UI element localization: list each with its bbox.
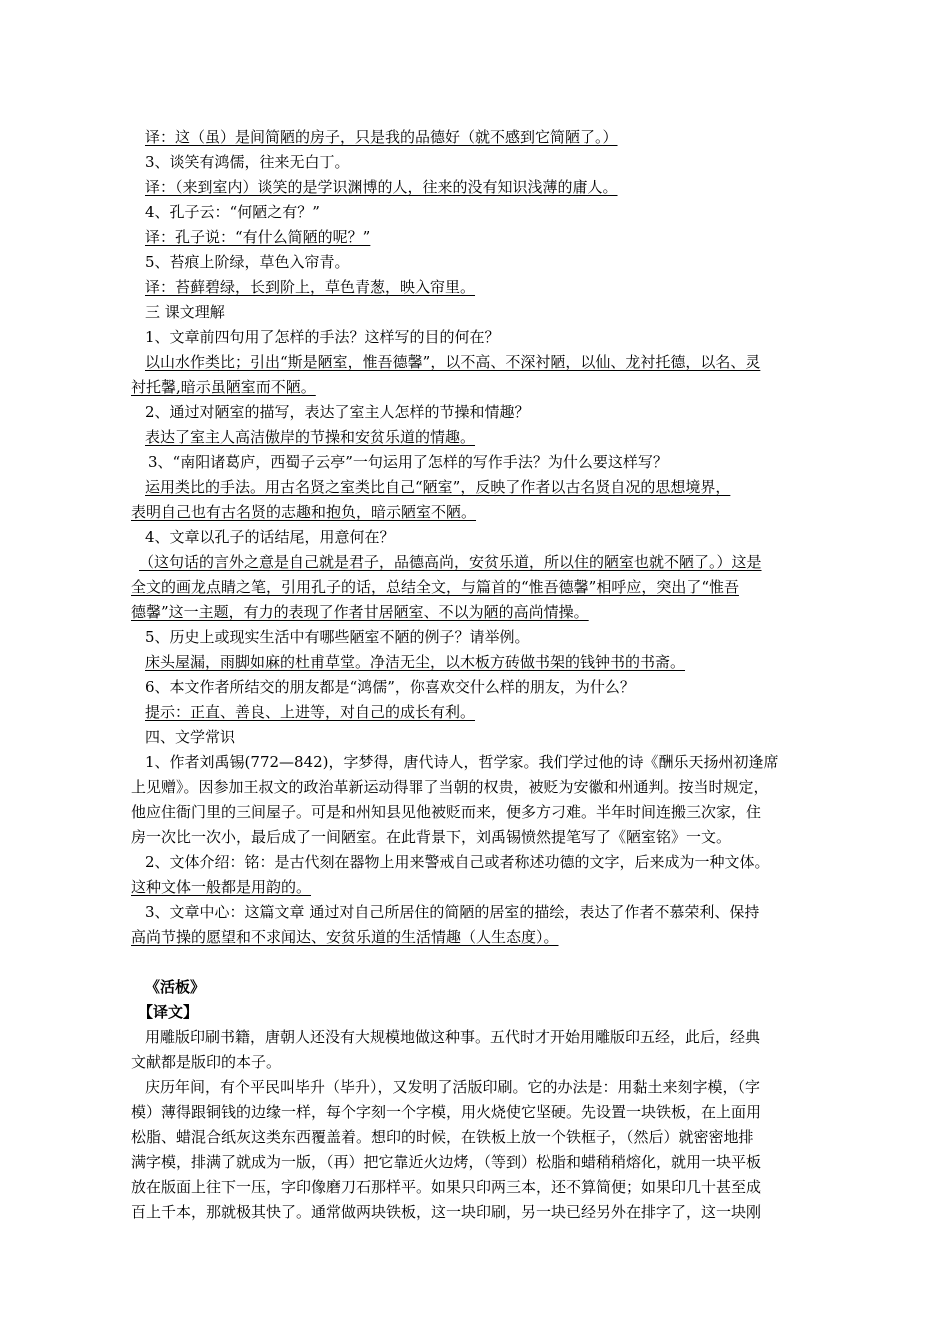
text-line: （这句话的言外之意是自己就是君子，品德高尚，安贫乐道，所以住的陋室也就不陋了。）这是 — [139, 553, 762, 571]
text-line: 6、本文作者所结交的朋友都是“鸿儒”，你喜欢交什么样的朋友，为什么？ — [145, 678, 635, 696]
text-line: 【译文】 — [138, 1003, 199, 1021]
text-line: 以山水作类比；引出“斯是陋室，惟吾德馨”，以不高、不深衬陋，以仙、龙衬托德，以名、灵 — [145, 353, 761, 371]
text-line: 庆历年间，有个平民叫毕升（毕升），又发明了活版印刷。它的办法是：用黏土来刻字模，（字 — [145, 1078, 761, 1096]
text-line: 全文的画龙点睛之笔，引用孔子的话，总结全文，与篇首的“惟吾德馨”相呼应，突出了“惟吾 — [131, 578, 740, 596]
text-line: 房一次比一次小，最后成了一间陋室。在此背景下，刘禹锡愤然提笔写了《陋室铭》一文。 — [131, 828, 732, 846]
text-line: 4、孔子云：“何陋之有？” — [145, 203, 320, 221]
text-line: 百上千本，那就极其快了。通常做两块铁板，这一块印刷，另一块已经另外在排字了，这一块刚 — [131, 1203, 762, 1221]
text-line: 《活板》 — [145, 978, 206, 996]
text-line: 放在版面上往下一压，字印像磨刀石那样平。如果只印两三本，还不算简便；如果印几十甚至成 — [131, 1178, 762, 1196]
text-line: 提示：正直、善良、上进等，对自己的成长有利。 — [145, 703, 476, 721]
text-line: 运用类比的手法。用古名贤之室类比自己“陋室”，反映了作者以古名贤自况的思想境界， — [145, 478, 731, 496]
text-line: 3、“南阳诸葛庐，西蜀子云亭”一句运用了怎样的写作手法？为什么要这样写？ — [148, 453, 668, 471]
text-line: 模）薄得跟铜钱的边缘一样，每个字刻一个字模，用火烧使它坚硬。先设置一块铁板，在上面用 — [131, 1103, 762, 1121]
text-line: 高尚节操的愿望和不求闻达、安贫乐道的生活情趣（人生态度）。 — [131, 928, 559, 946]
text-line: 2、文体介绍：铭：是古代刻在器物上用来警戒自己或者称述功德的文字，后来成为一种文体。 — [145, 853, 770, 871]
text-line: 床头屋漏，雨脚如麻的杜甫草堂。净洁无尘，以木板方砖做书架的钱钟书的书斋。 — [145, 653, 686, 671]
text-line: 衬托馨,暗示虽陋室而不陋。 — [131, 378, 316, 396]
text-line: 1、作者刘禹锡(772—842)，字梦得，唐代诗人，哲学家。我们学过他的诗《酬乐天扬州初逢席 — [145, 753, 779, 771]
text-line: 译：（来到室内）谈笑的是学识渊博的人，往来的没有知识浅薄的庸人。 — [145, 178, 618, 196]
text-line: 松脂、蜡混合纸灰这类东西覆盖着。想印的时候，在铁板上放一个铁框子，（然后）就密密地排 — [131, 1128, 754, 1146]
text-line: 用雕版印刷书籍，唐朝人还没有大规模地做这种事。五代时才开始用雕版印五经，此后，经典 — [145, 1028, 761, 1046]
text-line: 文献都是版印的本子。 — [131, 1053, 282, 1071]
text-line: 3、文章中心：这篇文章 通过对自己所居住的简陋的居室的描绘，表达了作者不慕荣利、保持 — [145, 903, 760, 921]
text-line: 译：孔子说：“有什么简陋的呢？” — [145, 228, 371, 246]
text-line: 3、谈笑有鸿儒，往来无白丁。 — [145, 153, 350, 171]
text-line: 这种文体一般都是用韵的。 — [131, 878, 312, 896]
text-line: 德馨”这一主题，有力的表现了作者甘居陋室、不以为陋的高尚情操。 — [131, 603, 589, 621]
text-line: 表达了室主人高洁傲岸的节操和安贫乐道的情趣。 — [145, 428, 476, 446]
text-line: 2、通过对陋室的描写，表达了室主人怎样的节操和情趣？ — [145, 403, 530, 421]
text-line: 表明自己也有古名贤的志趣和抱负，暗示陋室不陋。 — [131, 503, 477, 521]
text-line: 译：这（虽）是间简陋的房子，只是我的品德好（就不感到它简陋了。） — [145, 128, 618, 146]
text-line: 他应住衙门里的三间屋子。可是和州知县见他被贬而来，便多方刁难。半年时间连搬三次家，住 — [131, 803, 762, 821]
text-line: 三 课文理解 — [145, 303, 225, 321]
text-line: 上见赠》。因参加王叔文的政治革新运动得罪了当朝的权贵，被贬为安徽和州通判。按当时规定， — [131, 778, 769, 796]
text-line: 5、苔痕上阶绿，草色入帘青。 — [145, 253, 350, 271]
text-line: 1、文章前四句用了怎样的手法？这样写的目的何在？ — [145, 328, 500, 346]
text-line: 满字模，排满了就成为一版，（再）把它靠近火边烤，（等到）松脂和蜡稍稍熔化，就用一块平板 — [131, 1153, 762, 1171]
text-line: 译：苔藓碧绿，长到阶上，草色青葱，映入帘里。 — [145, 278, 476, 296]
text-line: 5、历史上或现实生活中有哪些陋室不陋的例子？请举例。 — [145, 628, 530, 646]
text-line: 四、文学常识 — [145, 728, 236, 746]
text-line: 4、文章以孔子的话结尾，用意何在？ — [145, 528, 395, 546]
